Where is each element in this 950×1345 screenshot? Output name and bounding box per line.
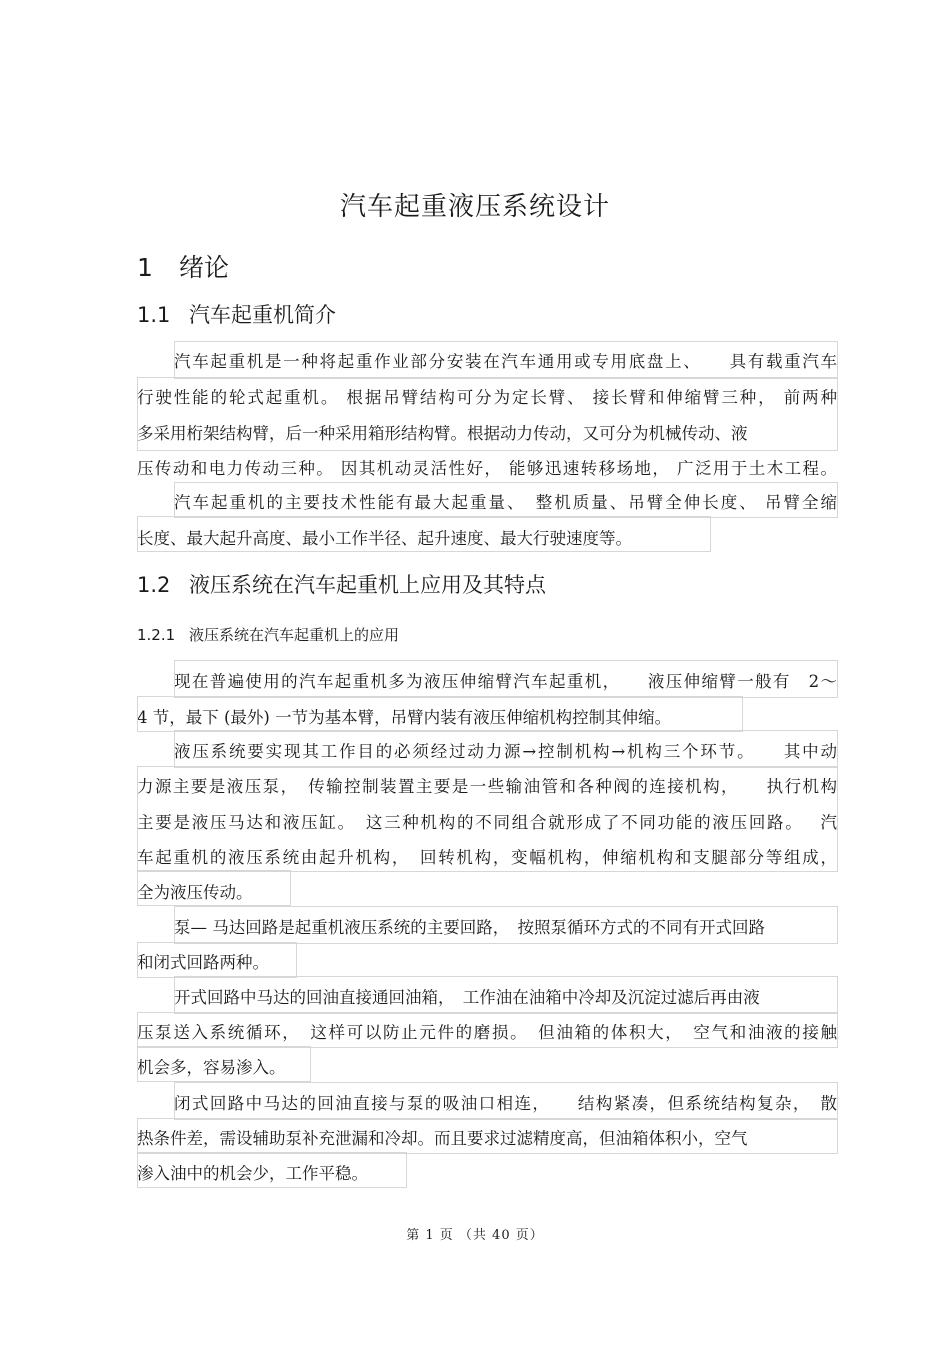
paragraph-line: 液压系统要实现其工作目的必须经过动力源→控制机构→机构三个环节。 其中动	[174, 742, 837, 761]
paragraph-line: 热条件差，需设辅助泵补充泄漏和冷却。而且要求过滤精度高，但油箱体积小，空气	[137, 1129, 748, 1148]
section-title: 液压系统在汽车起重机上应用及其特点	[189, 573, 546, 597]
paragraph-line: 机会多，容易渗入。	[137, 1058, 286, 1077]
paragraph-line: 现在普遍使用的汽车起重机多为液压伸缩臂汽车起重机， 液压伸缩臂一般有 2～	[174, 672, 837, 691]
section-title: 汽车起重机简介	[189, 303, 336, 327]
paragraph-line: 全为液压传动。	[137, 883, 253, 902]
paragraph-line: 多采用桁架结构臂，后一种采用箱形结构臂。根据动力传动，又可分为机械传动、液	[137, 424, 748, 443]
section-heading-1-1	[137, 299, 336, 329]
paragraph-line: 行驶性能的轮式起重机。 根据吊臂结构可分为定长臂、 接长臂和伸缩臂三种， 前两种	[137, 388, 837, 407]
paragraph-line: 压传动和电力传动三种。 因其机动灵活性好， 能够迅速转移场地， 广泛用于土木工程。	[137, 459, 837, 478]
paragraph-line: 力源主要是液压泵， 传输控制装置主要是一些输油管和各种阀的连接机构， 执行机构	[137, 777, 837, 796]
section-number: 1.1	[137, 303, 171, 327]
document-title: 汽车起重液压系统设计	[339, 192, 610, 222]
page-footer: 第 1 页 （共 40 页）	[406, 1228, 544, 1243]
paragraph-line: 渗入油中的机会少，工作平稳。	[137, 1164, 368, 1183]
paragraph-line: 压泵送入系统循环， 这样可以防止元件的磨损。 但油箱的体积大， 空气和油液的接触	[137, 1023, 837, 1042]
paragraph-line: 车起重机的液压系统由起升机构， 回转机构，变幅机构，伸缩机构和支腿部分等组成，	[137, 848, 837, 867]
paragraph-line: 和闭式回路两种。	[137, 953, 269, 972]
section-heading-1-2	[137, 569, 546, 599]
paragraph-line: 长度、最大起升高度、最小工作半径、起升速度、最大行驶速度等。	[137, 529, 632, 548]
section-number: 1.2	[137, 573, 171, 597]
paragraph-line: 泵— 马达回路是起重机液压系统的主要回路， 按照泵循环方式的不同有开式回路	[174, 918, 765, 937]
subsection-title: 液压系统在汽车起重机上的应用	[189, 626, 400, 644]
paragraph-line: 4 节，最下 (最外) 一节为基本臂，吊臂内装有液压伸缩机构控制其伸缩。	[137, 708, 672, 727]
subsection-number: 1.2.1	[137, 626, 176, 644]
paragraph-line: 闭式回路中马达的回油直接与泵的吸油口相连， 结构紧凑，但系统结构复杂， 散	[174, 1094, 837, 1113]
paragraph-line: 汽车起重机的主要技术性能有最大起重量、 整机质量、吊臂全伸长度、 吊臂全缩	[174, 493, 837, 512]
chapter-number: 1	[137, 253, 153, 282]
subsection-heading-1-2-1	[137, 624, 399, 645]
paragraph-line: 开式回路中马达的回油直接通回油箱， 工作油在油箱中冷却及沉淀过滤后再由液	[174, 988, 760, 1007]
paragraph-line: 汽车起重机是一种将起重作业部分安装在汽车通用或专用底盘上、 具有载重汽车	[174, 352, 837, 371]
chapter-title: 绪论	[179, 253, 230, 282]
paragraph-line: 主要是液压马达和液压缸。 这三种机构的不同组合就形成了不同功能的液压回路。 汽	[137, 813, 837, 832]
chapter-heading	[137, 248, 229, 284]
